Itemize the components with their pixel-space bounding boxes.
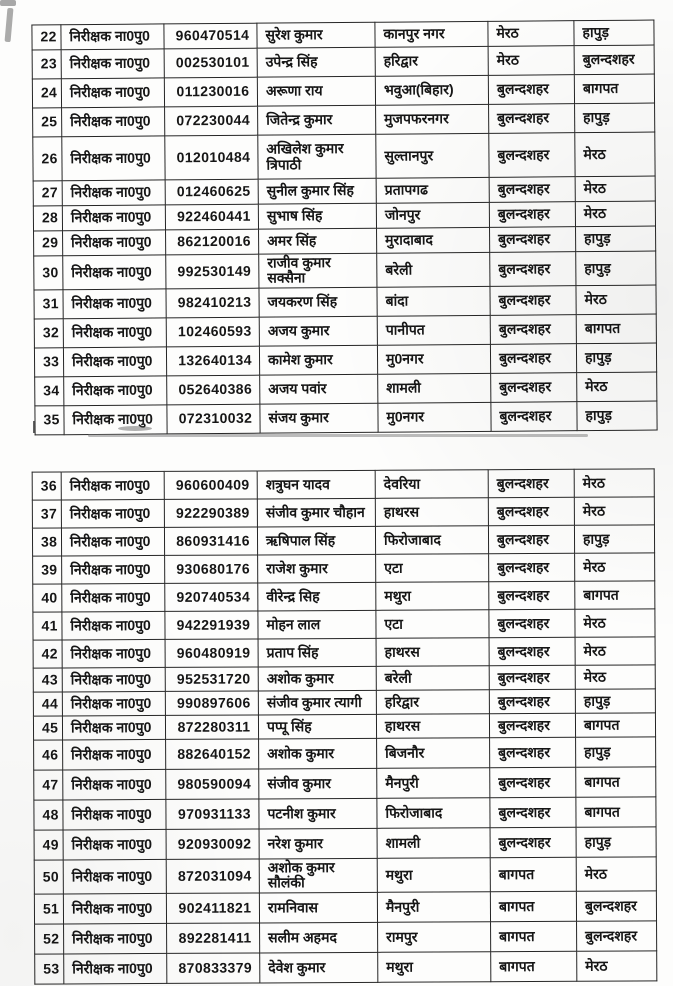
cell-dist1: बुलन्दशहर <box>489 609 575 637</box>
cell-sn: 38 <box>32 528 61 556</box>
cell-dist2: बागपत <box>575 581 655 609</box>
table-row <box>34 891 656 924</box>
cell-dist2: बुलन्दशहर <box>574 45 654 75</box>
cell-dist1: बुलन्दशहर <box>489 104 575 134</box>
cell-place: बिजनौर <box>377 738 490 769</box>
cell-dist2: मेरठ <box>575 176 655 202</box>
cell-pno: 892281411 <box>167 923 260 953</box>
cell-pno: 990897606 <box>165 691 258 715</box>
cell-place: हरिद्वार <box>376 690 489 715</box>
cell-dist2: मेरठ <box>575 637 655 665</box>
cell-dist1: बुलन्दशहर <box>490 797 576 827</box>
table-row <box>32 497 654 528</box>
cell-dist2: मेरठ <box>574 469 654 497</box>
cell-dist2: बागपत <box>576 314 656 344</box>
cell-name: सुभाष सिंह <box>258 203 376 229</box>
cell-dist2: बागपत <box>576 767 656 797</box>
cell-name: अशोक कुमार <box>258 666 376 691</box>
table-row <box>34 251 656 290</box>
cell-rank: निरीक्षक ना0पु0 <box>63 739 166 770</box>
cell-sn: 48 <box>34 800 63 830</box>
cell-pno: 960480919 <box>165 639 258 667</box>
cell-place: हाथरस <box>376 638 489 667</box>
table-row <box>33 581 655 612</box>
cell-place: बरेली <box>377 252 490 287</box>
cell-name: देवेश कुमार <box>260 952 378 983</box>
cell-pno: 012460625 <box>165 179 258 205</box>
cell-pno: 002530101 <box>164 48 257 78</box>
cell-dist2: मेरठ <box>575 201 655 227</box>
roster-table-1 <box>31 20 657 436</box>
table-row <box>33 637 655 668</box>
cell-pno: 922460441 <box>165 204 258 230</box>
cell-dist1: बुलन्दशहर <box>489 689 575 713</box>
cell-name: अखिलेश कुमार त्रिपाठी <box>258 134 376 179</box>
cell-place: हाथरस <box>375 498 488 527</box>
cell-name: संजीव कुमार त्यागी <box>258 690 376 715</box>
cell-pno: 980590094 <box>166 769 259 799</box>
cell-rank: निरीक्षक ना0पु0 <box>63 859 166 893</box>
cell-dist1: मेरठ <box>488 21 574 47</box>
cell-pno: 012010484 <box>165 135 258 180</box>
cell-place: हरिद्वार <box>375 46 488 76</box>
cell-pno: 992530149 <box>166 254 259 289</box>
cell-dist1: बुलन्दशहर <box>490 227 576 253</box>
cell-sn: 29 <box>34 231 63 256</box>
cell-name: अरूणा राय <box>257 76 375 106</box>
cell-pno: 960470514 <box>164 23 257 49</box>
cell-pno: 870833379 <box>167 953 260 983</box>
roster-table-1-body <box>32 20 657 435</box>
table-row <box>33 713 655 740</box>
cell-dist2: बागपत <box>575 713 655 737</box>
cell-dist1: बुलन्दशहर <box>488 75 574 105</box>
cell-rank: निरीक्षक ना0पु0 <box>63 230 166 256</box>
cell-sn: 37 <box>32 500 61 528</box>
cell-name: राजीव कुमार सक्सैना <box>259 253 377 288</box>
cell-dist2: मेरठ <box>575 132 655 177</box>
cell-dist2: हापुड़ <box>576 343 656 373</box>
cell-dist1: बुलन्दशहर <box>490 343 576 373</box>
cell-pno: 920930092 <box>166 829 259 859</box>
cell-place: मु0नगर <box>377 344 490 374</box>
table-row <box>33 689 655 716</box>
cell-sn: 22 <box>32 25 61 50</box>
cell-rank: निरीक्षक ना0पु0 <box>62 136 165 181</box>
cell-rank: निरीक्षक ना0पु0 <box>63 829 166 860</box>
cell-rank: निरीक्षक ना0पु0 <box>61 49 164 79</box>
cell-dist1: बुलन्दशहर <box>489 713 575 737</box>
cell-place: एटा <box>376 610 489 639</box>
cell-rank: निरीक्षक ना0पु0 <box>63 255 166 290</box>
cell-rank: निरीक्षक ना0पु0 <box>62 715 165 740</box>
cell-place: मैनपुरी <box>377 892 490 923</box>
cell-dist2: बागपत <box>576 797 656 827</box>
cell-dist1: बुलन्दशहर <box>490 285 576 315</box>
cell-place: शामली <box>377 828 490 859</box>
cell-dist2: बागपत <box>574 74 654 104</box>
cell-sn: 23 <box>32 50 61 79</box>
table-row <box>33 132 655 181</box>
cell-sn: 32 <box>34 318 63 347</box>
roster-table-2-body <box>32 469 657 984</box>
cell-place: मथुरा <box>376 582 489 611</box>
cell-rank: निरीक्षक ना0पु0 <box>62 180 165 206</box>
cell-place: सुल्तानपुर <box>376 133 489 178</box>
cell-sn: 25 <box>33 108 62 137</box>
cell-dist2: हापुड़ <box>577 401 657 431</box>
cell-dist2: हापुड़ <box>575 689 655 713</box>
cell-dist2: मेरठ <box>575 665 655 689</box>
cell-name: अमर सिंह <box>259 228 377 254</box>
cell-sn: 51 <box>34 894 63 924</box>
cell-pno: 920740534 <box>165 583 258 611</box>
cell-name: मोहन लाल <box>258 610 376 639</box>
cell-pno: 922290389 <box>164 499 257 527</box>
cell-dist2: हापुड़ <box>576 251 656 285</box>
cell-name: संजीव कुमार <box>259 768 377 799</box>
cell-dist1: बुलन्दशहर <box>489 553 575 581</box>
cell-name: नरेश कुमार <box>259 828 377 859</box>
cell-dist1: मेरठ <box>488 46 574 76</box>
cell-dist1: बागपत <box>491 921 577 951</box>
cell-rank: निरीक्षक ना0पु0 <box>62 555 165 584</box>
cell-rank: निरीक्षक ना0पु0 <box>62 639 165 668</box>
cell-sn: 41 <box>33 612 62 640</box>
cell-rank: निरीक्षक ना0पु0 <box>62 611 165 640</box>
cell-dist2: बुलन्दशहर <box>577 921 657 951</box>
cell-place: मु0नगर <box>378 402 491 432</box>
cell-name: प्रताप सिंह <box>258 638 376 667</box>
cell-pno: 872280311 <box>165 715 258 739</box>
table-row <box>35 921 657 954</box>
cell-dist2: हापुड़ <box>576 737 656 767</box>
cell-sn: 35 <box>35 405 64 434</box>
cell-dist1: बुलन्दशहर <box>491 372 577 402</box>
cell-rank: निरीक्षक ना0पु0 <box>62 583 165 612</box>
cell-dist2: हापुड़ <box>576 827 656 857</box>
cell-dist1: बुलन्दशहर <box>488 469 574 497</box>
cell-sn: 44 <box>33 692 62 716</box>
cell-pno: 102460593 <box>166 317 259 347</box>
cell-pno: 902411821 <box>166 893 259 923</box>
cell-rank: निरीक्षक ना0पु0 <box>62 205 165 231</box>
cell-sn: 34 <box>35 376 64 405</box>
cell-pno: 862120016 <box>166 229 259 255</box>
cell-dist1: बुलन्दशहर <box>489 202 575 228</box>
cell-sn: 45 <box>33 716 62 740</box>
cell-dist2: मेरठ <box>576 857 656 891</box>
cell-dist1: बुलन्दशहर <box>490 827 576 857</box>
cell-sn: 39 <box>33 556 62 584</box>
cell-dist2: हापुड़ <box>574 20 654 46</box>
cell-dist2: हापुड़ <box>576 226 656 252</box>
cell-pno: 930680176 <box>165 555 258 583</box>
cell-place: रामपुर <box>378 922 491 953</box>
cell-rank: निरीक्षक ना0पु0 <box>64 405 167 435</box>
scan-artifact-cutoff-row-line <box>88 434 588 437</box>
cell-name: सलीम अहमद <box>260 922 378 953</box>
cell-sn: 28 <box>33 206 62 231</box>
cell-rank: निरीक्षक ना0पु0 <box>61 24 164 50</box>
cell-rank: निरीक्षक ना0पु0 <box>63 769 166 800</box>
scan-artifact-corner-smudge <box>0 0 16 6</box>
cell-place: बांदा <box>377 286 490 316</box>
cell-dist1: बुलन्दशहर <box>490 314 576 344</box>
cell-sn: 27 <box>33 181 62 206</box>
table-row <box>33 609 655 640</box>
cell-rank: निरीक्षक ना0पु0 <box>64 376 167 406</box>
cell-dist1: बागपत <box>490 857 576 891</box>
cell-pno: 982410213 <box>166 288 259 318</box>
cell-sn: 53 <box>35 954 64 984</box>
cell-rank: निरीक्षक ना0पु0 <box>63 347 166 377</box>
cell-dist1: बुलन्दशहर <box>489 665 575 689</box>
cell-dist1: बुलन्दशहर <box>488 497 574 525</box>
cell-rank: निरीक्षक ना0पु0 <box>61 471 164 500</box>
cell-dist1: बुलन्दशहर <box>491 401 577 431</box>
table-row <box>35 951 657 984</box>
cell-place: फिरोजाबाद <box>375 526 488 555</box>
roster-table-1-wrap <box>31 20 656 436</box>
cell-place: भवुआ(बिहार) <box>375 75 488 105</box>
table-row <box>34 737 656 770</box>
cell-dist2: हापुड़ <box>574 525 654 553</box>
cell-rank: निरीक्षक ना0पु0 <box>63 799 166 830</box>
cell-place: मुजपफरनगर <box>376 104 489 134</box>
cell-dist1: बुलन्दशहर <box>489 133 575 178</box>
cell-dist1: बुलन्दशहर <box>490 737 576 767</box>
roster-table-2-wrap <box>32 468 657 984</box>
cell-sn: 47 <box>34 770 63 800</box>
cell-pno: 072310032 <box>167 404 260 434</box>
cell-dist1: बुलन्दशहर <box>489 637 575 665</box>
cell-dist2: मेरठ <box>577 951 657 981</box>
cell-pno: 860931416 <box>164 527 257 555</box>
cell-rank: निरीक्षक ना0पु0 <box>61 499 164 528</box>
cell-sn: 40 <box>33 584 62 612</box>
table-row <box>34 827 656 860</box>
cell-dist2: बुलन्दशहर <box>576 891 656 921</box>
cell-sn: 49 <box>34 830 63 860</box>
cell-rank: निरीक्षक ना0पु0 <box>61 527 164 556</box>
cell-name: सुनील कुमार सिंह <box>258 178 376 204</box>
cell-pno: 952531720 <box>165 667 258 691</box>
cell-place: मुरादाबाद <box>377 227 490 253</box>
cell-rank: निरीक्षक ना0पु0 <box>64 923 167 954</box>
cell-rank: निरीक्षक ना0पु0 <box>62 107 165 137</box>
cell-name: संजीव कुमार चौहान <box>257 498 375 527</box>
cell-name: पप्पू सिंह <box>258 714 376 739</box>
cell-dist1: बुलन्दशहर <box>489 581 575 609</box>
cell-name: अजय पवांर <box>260 374 378 404</box>
table-row <box>33 553 655 584</box>
cell-sn: 46 <box>34 740 63 770</box>
cell-name: उपेन्द्र सिंह <box>257 47 375 77</box>
cell-dist1: बुलन्दशहर <box>490 767 576 797</box>
cell-pno: 942291939 <box>165 611 258 639</box>
cell-rank: निरीक्षक ना0पु0 <box>64 953 167 984</box>
cell-dist1: बागपत <box>490 891 576 921</box>
cell-dist2: मेरठ <box>575 553 655 581</box>
cell-place: शामली <box>378 373 491 403</box>
cell-name: अशोक कुमार <box>259 738 377 769</box>
cell-name: वीरेन्द्र सिह <box>258 582 376 611</box>
cell-place: देवरिया <box>375 470 488 499</box>
cell-pno: 882640152 <box>166 739 259 769</box>
table-row <box>34 767 656 800</box>
cell-dist2: मेरठ <box>575 609 655 637</box>
cell-rank: निरीक्षक ना0पु0 <box>62 691 165 716</box>
cell-name: कामेश कुमार <box>259 345 377 375</box>
table-row <box>33 665 655 692</box>
cell-place: एटा <box>376 554 489 583</box>
cell-place: मथुरा <box>377 858 490 892</box>
cell-pno: 872031094 <box>166 859 259 893</box>
cell-pno: 011230016 <box>164 77 257 107</box>
cell-name: जितेन्द्र कुमार <box>258 105 376 135</box>
cell-name: राजेश कुमार <box>258 554 376 583</box>
cell-name: शत्रुघन यादव <box>257 470 375 499</box>
cell-sn: 24 <box>32 79 61 108</box>
cell-pno: 970931133 <box>166 799 259 829</box>
cell-sn: 43 <box>33 668 62 692</box>
cell-rank: निरीक्षक ना0पु0 <box>63 289 166 319</box>
cell-place: कानपुर नगर <box>375 21 488 47</box>
cell-pno: 132640134 <box>166 346 259 376</box>
cell-dist1: बुलन्दशहर <box>488 525 574 553</box>
table-row <box>32 469 654 500</box>
cell-dist1: बुलन्दशहर <box>489 177 575 203</box>
table-row <box>35 401 657 435</box>
cell-name: पटनीश कुमार <box>259 798 377 829</box>
cell-sn: 52 <box>35 924 64 954</box>
cell-sn: 26 <box>33 137 62 181</box>
cell-place: मथुरा <box>378 952 491 983</box>
scan-artifact-corner-mark <box>5 8 14 42</box>
table-row <box>34 857 656 894</box>
cell-place: प्रतापगढ <box>376 177 489 203</box>
cell-rank: निरीक्षक ना0पु0 <box>63 893 166 924</box>
cell-dist1: बुलन्दशहर <box>490 252 576 286</box>
cell-dist1: बागपत <box>491 951 577 981</box>
cell-rank: निरीक्षक ना0पु0 <box>62 667 165 692</box>
cell-name: अशोक कुमार सौलंकी <box>259 858 377 892</box>
cell-name: संजय कुमार <box>260 403 378 433</box>
cell-dist2: मेरठ <box>577 372 657 402</box>
cell-dist2: मेरठ <box>574 497 654 525</box>
cell-sn: 30 <box>34 256 63 290</box>
cell-sn: 36 <box>32 472 61 500</box>
cell-pno: 960600409 <box>164 471 257 499</box>
cell-sn: 42 <box>33 640 62 668</box>
cell-name: रामनिवास <box>259 892 377 923</box>
cell-dist2: हापुड़ <box>575 103 655 133</box>
cell-pno: 072230044 <box>165 106 258 136</box>
cell-rank: निरीक्षक ना0पु0 <box>61 78 164 108</box>
cell-place: हाथरस <box>376 714 489 739</box>
cell-place: फिरोजाबाद <box>377 798 490 829</box>
cell-place: जोनपुर <box>376 202 489 228</box>
cell-pno: 052640386 <box>167 375 260 405</box>
cell-place: मैनपुरी <box>377 768 490 799</box>
cell-sn: 31 <box>34 289 63 318</box>
cell-sn: 50 <box>34 860 63 894</box>
cell-place: पानीपत <box>377 315 490 345</box>
cell-name: सुरेश कुमार <box>257 22 375 48</box>
table-row <box>34 797 656 830</box>
cell-sn: 33 <box>34 347 63 376</box>
cell-dist2: मेरठ <box>576 285 656 315</box>
roster-table-2 <box>32 468 658 984</box>
cell-place: बरेली <box>376 666 489 691</box>
cell-rank: निरीक्षक ना0पु0 <box>63 318 166 348</box>
table-row <box>32 525 654 556</box>
cell-name: जयकरण सिंह <box>259 287 377 317</box>
cell-name: अजय कुमार <box>259 316 377 346</box>
cell-name: ऋषिपाल सिंह <box>257 526 375 555</box>
